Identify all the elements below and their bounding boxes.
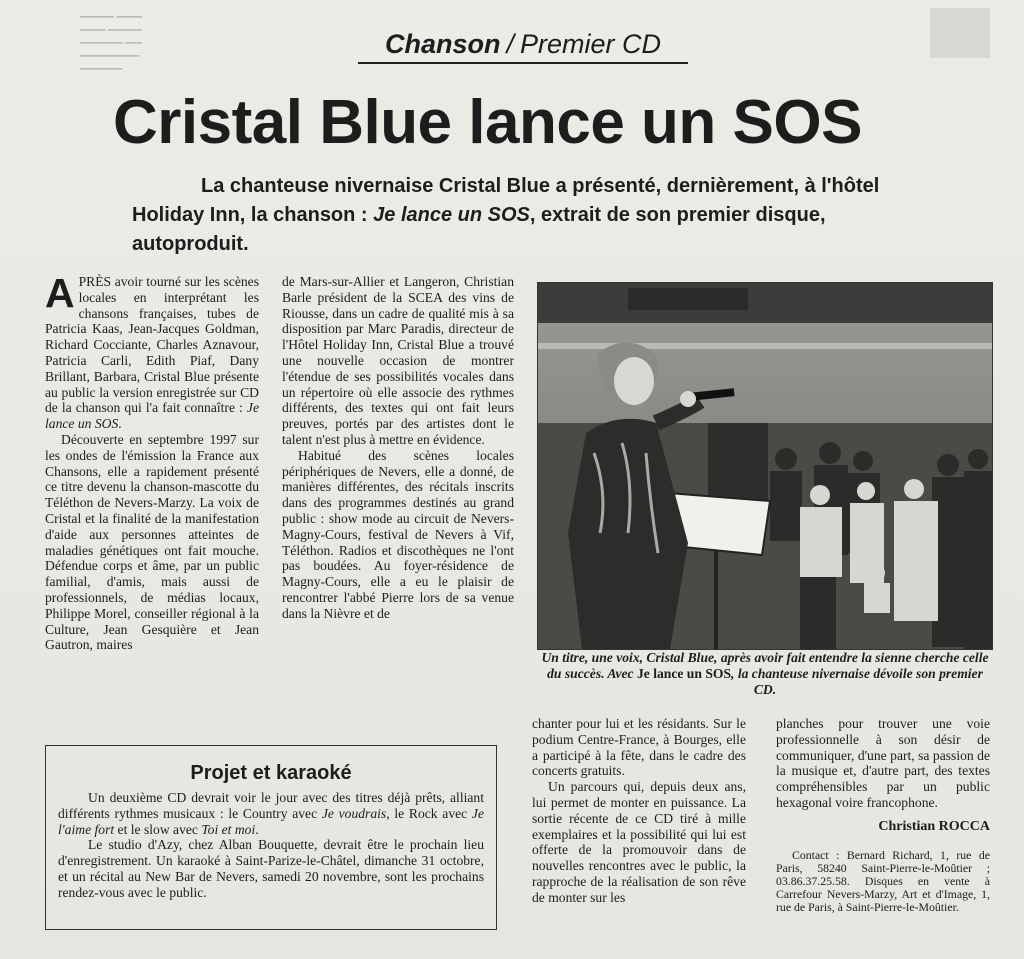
caption-text-2: , la chanteuse nivernaise dévoile son premier CD.: [731, 666, 983, 697]
lede-text-1: La chanteuse nivernaise Cristal Blue a présenté, dernièrement, à l'hôtel Holiday Inn, la chanson :: [132, 175, 880, 226]
col3-paragraph-1: chanter pour lui et les résidants. Sur le podium Centre-France, à Bourges, elle a participé à la fête, dans le cadre des concerts gratuits.: [532, 716, 746, 779]
col3-paragraph-2: Un parcours qui, depuis deux ans, lui permet de monter en puissance. La sortie récente de ce CD tiré à mille exemplaires et la possibilité qui lui est offerte de la promouvoir dans de nouvelles rencontres avec le public, la rapproche de la réalisation de son rêve de monter sur les: [532, 779, 746, 905]
box-paragraph-1: [58, 790, 484, 837]
box-text-c: et le slow avec: [114, 821, 202, 837]
article-column-4: [776, 716, 990, 915]
box-song-3: Toi et moi: [201, 821, 256, 837]
col1-paragraph-2: Découverte en septembre 1997 sur les ondes de l'émission la France aux Chansons, elle a rapidement présenté ce titre devenu la chanson-mascotte du Téléthon de Nevers-Marzy. La voix de Cristal et la finalité de la manifestation d'aide aux personnes atteintes de maladies génétiques ont fait mouche. Défendue corps et âme, par un public familial, d'amis, mais aussi de professionnels, de médias locaux, Philippe Morel, conseiller régional à la Culture, Jean Gesquière et Jean Gautron, maires: [45, 431, 259, 653]
bleed-through-block: [930, 8, 990, 58]
box-text-d: .: [255, 821, 259, 837]
box-text-b: , le Rock avec: [386, 805, 472, 821]
col4-paragraph-1: planches pour trouver une voie professionnelle à son désir de communiquer, d'une part, sa passion de la musique et, d'autre part, des textes compréhensibles par un public hexagonal voire francophone.: [776, 716, 990, 810]
caption-text-1: Un titre, une voix, Cristal Blue, après avoir fait entendre la sienne cherche celle du succès. Avec: [541, 650, 989, 681]
author-byline: Christian ROCCA: [878, 818, 990, 834]
col1-song-title: Je lance un SOS: [45, 400, 259, 432]
box-text: [58, 790, 484, 901]
photo-caption: [535, 650, 995, 698]
bleed-through-text: ▁▁▁▁ ▁▁▁ ▁▁▁ ▁▁▁▁ ▁▁▁▁▁ ▁▁ ▁▁▁▁▁▁▁ ▁▁▁▁▁: [80, 6, 142, 70]
col2-paragraph-2: Habitué des scènes locales périphériques de Nevers, elle a donné, de manières différentes, des récitals inscrits dans des programmes destinés au grand public : show mode au circuit de Nevers-Magny-Cours, festival de Nevers à Vif, Téléthon. Radios et discothèques ne l'ont pas boudées. Au foyer-résidence de Magny-Cours, elle a eu le plaisir de rencontrer l'abbé Pierre lors de sa venue dans la Nièvre et de: [282, 447, 514, 621]
box-text-a: Un deuxième CD devrait voir le jour avec des titres déjà prêts, alliant différents rythmes musicaux : le Country avec: [58, 790, 484, 821]
concert-photo-illustration: [538, 283, 992, 649]
contact-info: Contact : Bernard Richard, 1, rue de Paris, 58240 Saint-Pierre-le-Moûtier ; 03.86.37.25.58. Disques en vente à Carrefour Nevers-Marzy, Art et d'Image, 1, rue de Paris, à Saint-Pierre-le-Moûtier.: [776, 847, 990, 915]
box-paragraph-2: Le studio d'Azy, chez Alban Bouquette, devrait être le prochain lieu d'enregistrement. Un karaoké à Saint-Parize-le-Châtel, dimanche 31 octobre, et un récital au New Bar de Nevers, samedi 20 novembre, sont les prochains rendez-vous avec le public.: [58, 837, 484, 900]
article-column-3: [532, 716, 746, 906]
box-title: Projet et karaoké: [190, 762, 352, 784]
article-column-2: [282, 274, 514, 622]
rubric-main: Chanson: [384, 29, 501, 59]
concert-photo: [537, 282, 993, 650]
col2-paragraph-1: de Mars-sur-Allier et Langeron, Christian Barle président de la SCEA des vins de Riousse, dans un cadre de qualité mis à sa disposition par Marc Paradis, directeur de l'Hôtel Holiday Inn, Cristal Blue a trouvé une nouvelle occasion de montrer l'étendue de ses possibilités vocales dans un répertoire où elle associe des rythmes différents, des textes qui ont fait leurs preuves, portés par des artistes dont le talent n'est plus à mettre en évidence.: [282, 274, 514, 447]
lede: [132, 172, 932, 259]
drop-cap: A: [45, 270, 75, 316]
article-column-1: [45, 270, 259, 653]
sidebar-box: [45, 745, 497, 930]
col1-paragraph-1-end: .: [118, 416, 122, 432]
caption-song-title: Je lance un SOS: [636, 666, 732, 681]
rubric-sub: Premier CD: [520, 29, 662, 59]
box-song-2: Je l'aime fort: [58, 805, 484, 837]
headline: Cristal Blue lance un SOS: [113, 88, 862, 157]
col1-paragraph-1: PRÈS avoir tourné sur les scènes locales en interprétant les chansons françaises, tubes de Patricia Kaas, Jean-Jacques Goldman, Richard Cocciante, Charles Aznavour, Patricia Carli, Edith Piaf, Dany Brillant, Barbara, Cristal Blue présente au public la version enregistrée sur CD de la chanson qui l'a fait connaître :: [45, 274, 259, 416]
lede-text-2: , extrait de son premier disque, autoproduit.: [132, 204, 826, 255]
lede-song-title: Je lance un SOS: [373, 204, 530, 226]
rubric-separator: /: [506, 29, 514, 59]
section-rubric: [358, 26, 688, 64]
box-song-1: Je voudrais: [321, 805, 387, 821]
